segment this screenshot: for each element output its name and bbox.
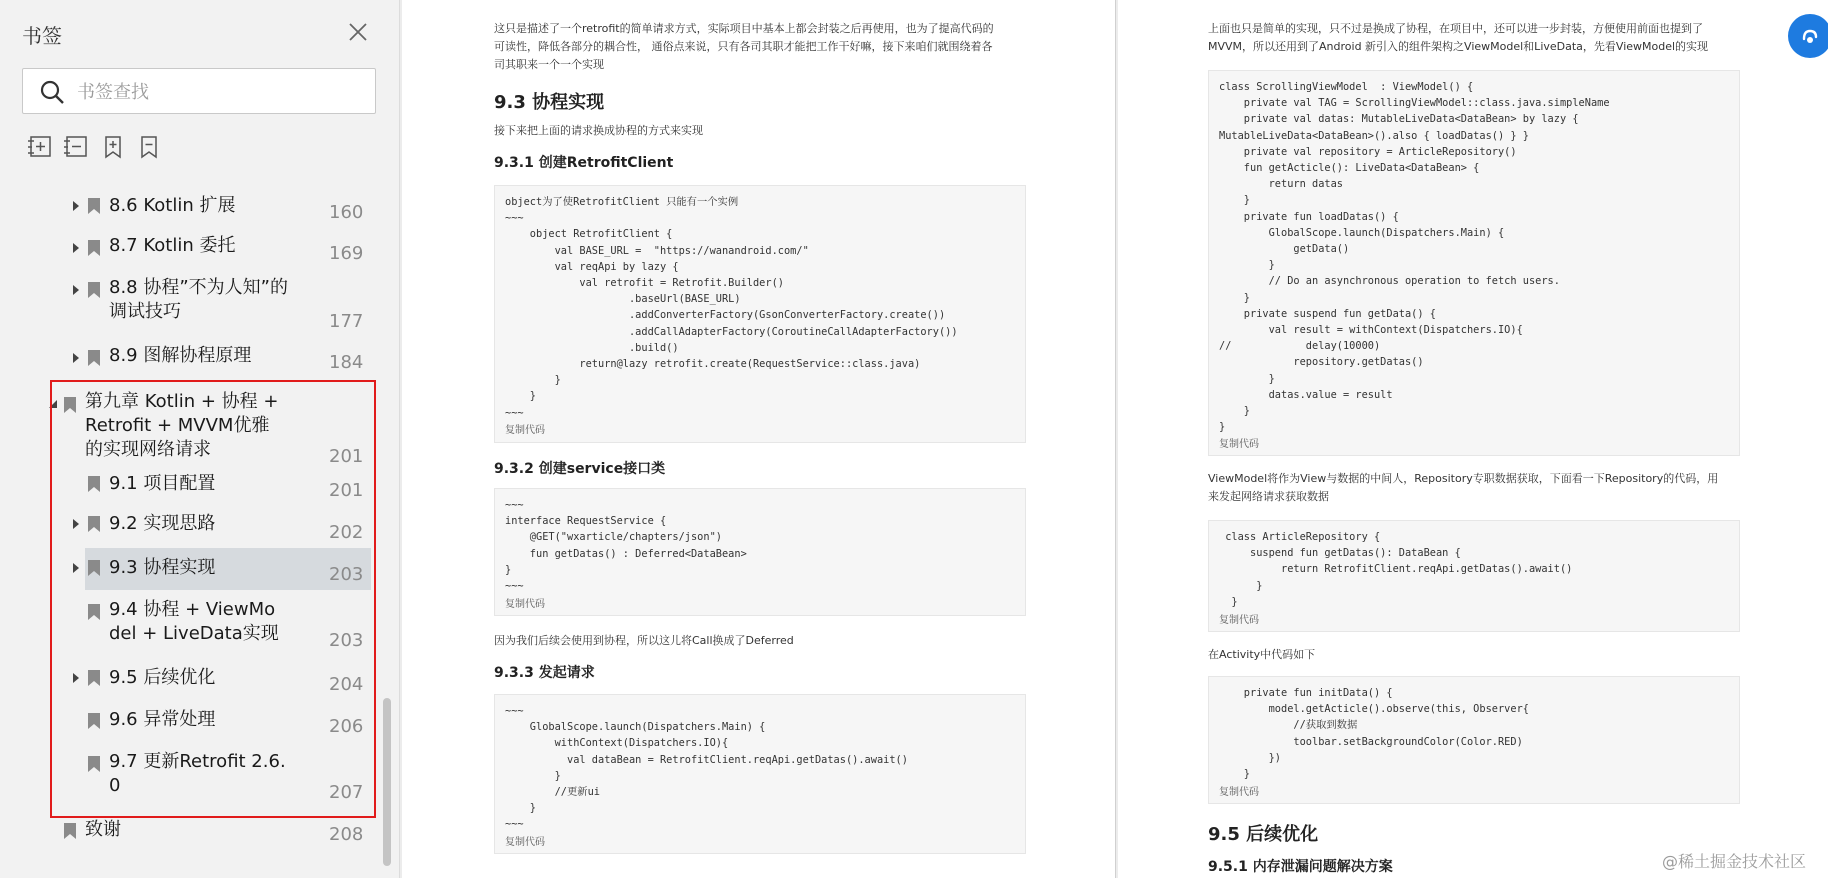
copy-code-link[interactable]: 复制代码 xyxy=(1219,439,1259,450)
code-block-repository xyxy=(1208,520,1740,632)
expand-caret-icon[interactable] xyxy=(70,284,82,296)
bookmark-icon xyxy=(63,396,77,414)
heading-9-3: 9.3 协程实现 xyxy=(494,92,605,113)
code-block-retrofit-client xyxy=(494,185,1026,443)
bookmark-item-9-6[interactable] xyxy=(0,700,380,742)
code-text: class ScrollingViewModel : ViewModel() { private val TAG = ScrollingViewModel::class.java.simpleName private val datas: MutableLiveData<DataBean> by lazy { MutableLiveData<DataBean>().also { loadDatas() } } private val repository = ArticleRepository() fun getActicle(): LiveData<DataBean> { return datas } private fun loadDatas() { GlobalScope.launch(Dispatchers.Main) { getData() } // Do an asynchronous operation to fetch users. } private suspend fun getData() { val result = withContext(Dispatchers.IO){ // delay(10000) repository.getDatas() } datas.value = result } } xyxy=(1219,81,1610,434)
bookmark-item-9-4[interactable] xyxy=(0,590,380,658)
code-text: private fun initData() { model.getActicle().observe(this, Observer{ //获取到数据 toolbar.setBackgroundColor(Color.RED) }) } xyxy=(1243,687,1529,781)
bookmark-page-number: 184 xyxy=(329,352,364,373)
sidebar-scrollbar[interactable] xyxy=(381,0,393,878)
bookmark-page-number: 206 xyxy=(329,716,364,737)
code-text: object为了使RetrofitClient 只能有一个实例 ~~~ object RetrofitClient { val BASE_URL = "https://wanandroid.com/" val reqApi by lazy { val retrofit = Retrofit.Builder() .baseUrl(BASE_URL) .addConverterFactory(GsonConverterFactory.create()) .addCallAdapterFactory(CoroutineCallAdapterFactory()) .build() return@lazy retrofit.create(RequestService::class.java) } } ~~~ xyxy=(505,196,958,419)
code-text: ~~~ interface RequestService { @GET("wxarticle/chapters/json") fun getDatas() : Deferred<DataBean> } ~~~ xyxy=(505,499,747,593)
bookmark-label-line3: 的实现网络请求 xyxy=(85,439,211,460)
bookmark-search-input[interactable] xyxy=(77,77,367,107)
paragraph-deferred: 因为我们后续会使用到协程，所以这儿将Call换成了Deferred xyxy=(494,634,794,647)
bookmark-icon xyxy=(87,603,101,621)
bookmark-page-number: 201 xyxy=(329,480,364,501)
bookmark-icon xyxy=(87,515,101,533)
bookmark-page-number: 177 xyxy=(329,311,364,332)
heading-9-3-1: 9.3.1 创建RetrofitClient xyxy=(494,155,674,171)
collapse-all-icon[interactable] xyxy=(64,134,90,160)
assistant-icon xyxy=(1798,24,1822,48)
bookmark-label: 9.6 异常处理 xyxy=(109,709,216,730)
bookmark-label: 9.7 更新Retrofit 2.6. xyxy=(109,751,286,772)
expand-caret-icon[interactable] xyxy=(70,672,82,684)
code-text: class ArticleRepository { suspend fun getDatas(): DataBean { return RetrofitClient.reqApi.getDatas().await() } } xyxy=(1225,531,1573,608)
heading-9-3-2: 9.3.2 创建service接口类 xyxy=(494,461,666,477)
document-view[interactable] xyxy=(400,0,1828,878)
bookmark-label: 9.1 项目配置 xyxy=(109,473,216,494)
expand-all-icon[interactable] xyxy=(28,134,54,160)
bookmark-item-acknowledgements[interactable] xyxy=(0,810,380,850)
copy-code-link[interactable]: 复制代码 xyxy=(505,425,545,436)
copy-code-link[interactable]: 复制代码 xyxy=(1219,787,1259,798)
bookmark-label-line2: 调试技巧 xyxy=(109,301,181,322)
bookmark-icon xyxy=(87,475,101,493)
bookmark-label-line2: del + LiveData实现 xyxy=(109,623,279,644)
code-block-activity xyxy=(1208,676,1740,804)
bookmark-icon xyxy=(87,712,101,730)
bookmark-label: 8.6 Kotlin 扩展 xyxy=(109,195,236,216)
bookmark-page-number: 160 xyxy=(329,202,364,223)
bookmark-page-number: 169 xyxy=(329,243,364,264)
bookmark-icon xyxy=(87,197,101,215)
watermark: @稀土掘金技术社区 xyxy=(1662,852,1807,871)
bookmark-item-9-3-selected[interactable] xyxy=(85,548,371,590)
bookmark-item-9-1[interactable] xyxy=(0,462,380,504)
bookmark-label-line2: Retrofit + MVVM优雅 xyxy=(85,415,270,436)
sidebar-title: 书签 xyxy=(22,24,62,48)
bookmark-page-number: 203 xyxy=(329,564,364,585)
code-block-viewmodel xyxy=(1208,70,1740,456)
sidebar-header xyxy=(0,0,400,62)
bookmark-page-number: 203 xyxy=(329,630,364,651)
search-icon xyxy=(39,79,65,105)
code-block-launch-request xyxy=(494,694,1026,854)
bookmark-label: 8.9 图解协程原理 xyxy=(109,345,252,366)
bookmark-icon xyxy=(87,281,101,299)
bookmark-label: 9.3 协程实现 xyxy=(109,557,216,578)
floating-action-button[interactable] xyxy=(1788,14,1828,58)
heading-9-3-3: 9.3.3 发起请求 xyxy=(494,665,595,681)
expand-caret-icon[interactable] xyxy=(70,352,82,364)
close-icon[interactable] xyxy=(346,20,370,44)
bookmark-icon xyxy=(87,559,101,577)
bookmark-item-9-2[interactable] xyxy=(0,504,380,546)
heading-9-5: 9.5 后续优化 xyxy=(1208,824,1319,845)
bookmark-label: 致谢 xyxy=(85,819,121,840)
document-page-right xyxy=(1118,0,1828,878)
bookmark-icon xyxy=(87,239,101,257)
code-text: ~~~ GlobalScope.launch(Dispatchers.Main) { withContext(Dispatchers.IO){ val dataBean = RetrofitClient.reqApi.getDatas().await() } //更新ui } ~~~ xyxy=(505,705,908,831)
intro-line-2: 可读性，降低各部分的耦合性， 通俗点来说，只有各司其职才能把工作干好嘛，接下来咱们就围绕着各 xyxy=(494,40,993,53)
copy-code-link[interactable]: 复制代码 xyxy=(505,837,545,848)
bookmark-label: 第九章 Kotlin + 协程 + xyxy=(85,391,279,412)
copy-code-link[interactable]: 复制代码 xyxy=(1219,615,1259,626)
intro-line-1: 上面也只是简单的实现，只不过是换成了协程，在项目中，还可以进一步封装，方便使用前面也提到了 xyxy=(1208,22,1703,35)
bookmark-item-9-7[interactable] xyxy=(0,742,380,810)
bookmark-icon xyxy=(87,755,101,773)
paragraph-viewmodel-2: 来发起网络请求获取数据 xyxy=(1208,490,1329,503)
heading-9-5-1: 9.5.1 内存泄漏问题解决方案 xyxy=(1208,859,1393,875)
bookmark-page-number: 202 xyxy=(329,522,364,543)
paragraph-viewmodel-1: ViewModel将作为View与数据的中间人，Repository专职数据获取，下面看一下Repository的代码，用 xyxy=(1208,472,1719,485)
expand-caret-icon[interactable] xyxy=(70,200,82,212)
intro-line-3: 司其职来一个一个实现 xyxy=(494,58,604,71)
scrollbar-thumb[interactable] xyxy=(383,698,391,866)
bookmark-icon xyxy=(87,349,101,367)
copy-code-link[interactable]: 复制代码 xyxy=(505,599,545,610)
expand-caret-icon[interactable] xyxy=(70,562,82,574)
bookmark-icon xyxy=(63,822,77,840)
bookmark-page-number: 207 xyxy=(329,782,364,803)
bookmark-item-8-8[interactable] xyxy=(0,268,380,336)
document-page-left xyxy=(402,0,1116,878)
bookmark-page-number: 201 xyxy=(329,446,364,467)
bookmark-item-8-6[interactable] xyxy=(0,186,380,226)
bookmark-label: 8.8 协程”不为人知”的 xyxy=(109,277,288,298)
bookmark-item-9-5[interactable] xyxy=(0,658,380,700)
expand-caret-icon[interactable] xyxy=(70,242,82,254)
bookmark-item-8-7[interactable] xyxy=(0,226,380,268)
code-block-request-service xyxy=(494,488,1026,616)
collapse-caret-icon[interactable] xyxy=(47,398,59,410)
bookmark-icon xyxy=(87,669,101,687)
bookmark-page-number: 204 xyxy=(329,674,364,695)
bookmark-label: 9.5 后续优化 xyxy=(109,667,216,688)
bookmark-label: 9.4 协程 + ViewMo xyxy=(109,599,276,620)
intro-line-2: MVVM，所以还用到了Android 新引入的组件架构之ViewModel和LiveData，先看ViewModel的实现 xyxy=(1208,40,1709,53)
bookmark-label: 8.7 Kotlin 委托 xyxy=(109,235,236,256)
bookmark-search-box[interactable] xyxy=(22,68,376,114)
bookmark-tree xyxy=(0,186,380,878)
bookmarks-sidebar xyxy=(0,0,400,878)
paragraph-activity: 在Activity中代码如下 xyxy=(1208,648,1316,661)
remove-bookmark-icon[interactable] xyxy=(136,134,162,160)
intro-line-1: 这只是描述了一个retrofit的简单请求方式，实际项目中基本上都会封装之后再使用，也为了提高代码的 xyxy=(494,22,994,35)
bookmark-item-chapter-9[interactable] xyxy=(0,380,380,467)
expand-caret-icon[interactable] xyxy=(70,518,82,530)
bookmark-item-8-9[interactable] xyxy=(0,336,380,380)
paragraph-9-3: 接下来把上面的请求换成协程的方式来实现 xyxy=(494,124,703,137)
bookmark-page-number: 208 xyxy=(329,824,364,845)
bookmark-label-line2: 0 xyxy=(109,775,121,796)
add-bookmark-icon[interactable] xyxy=(100,134,126,160)
bookmark-label: 9.2 实现思路 xyxy=(109,513,216,534)
